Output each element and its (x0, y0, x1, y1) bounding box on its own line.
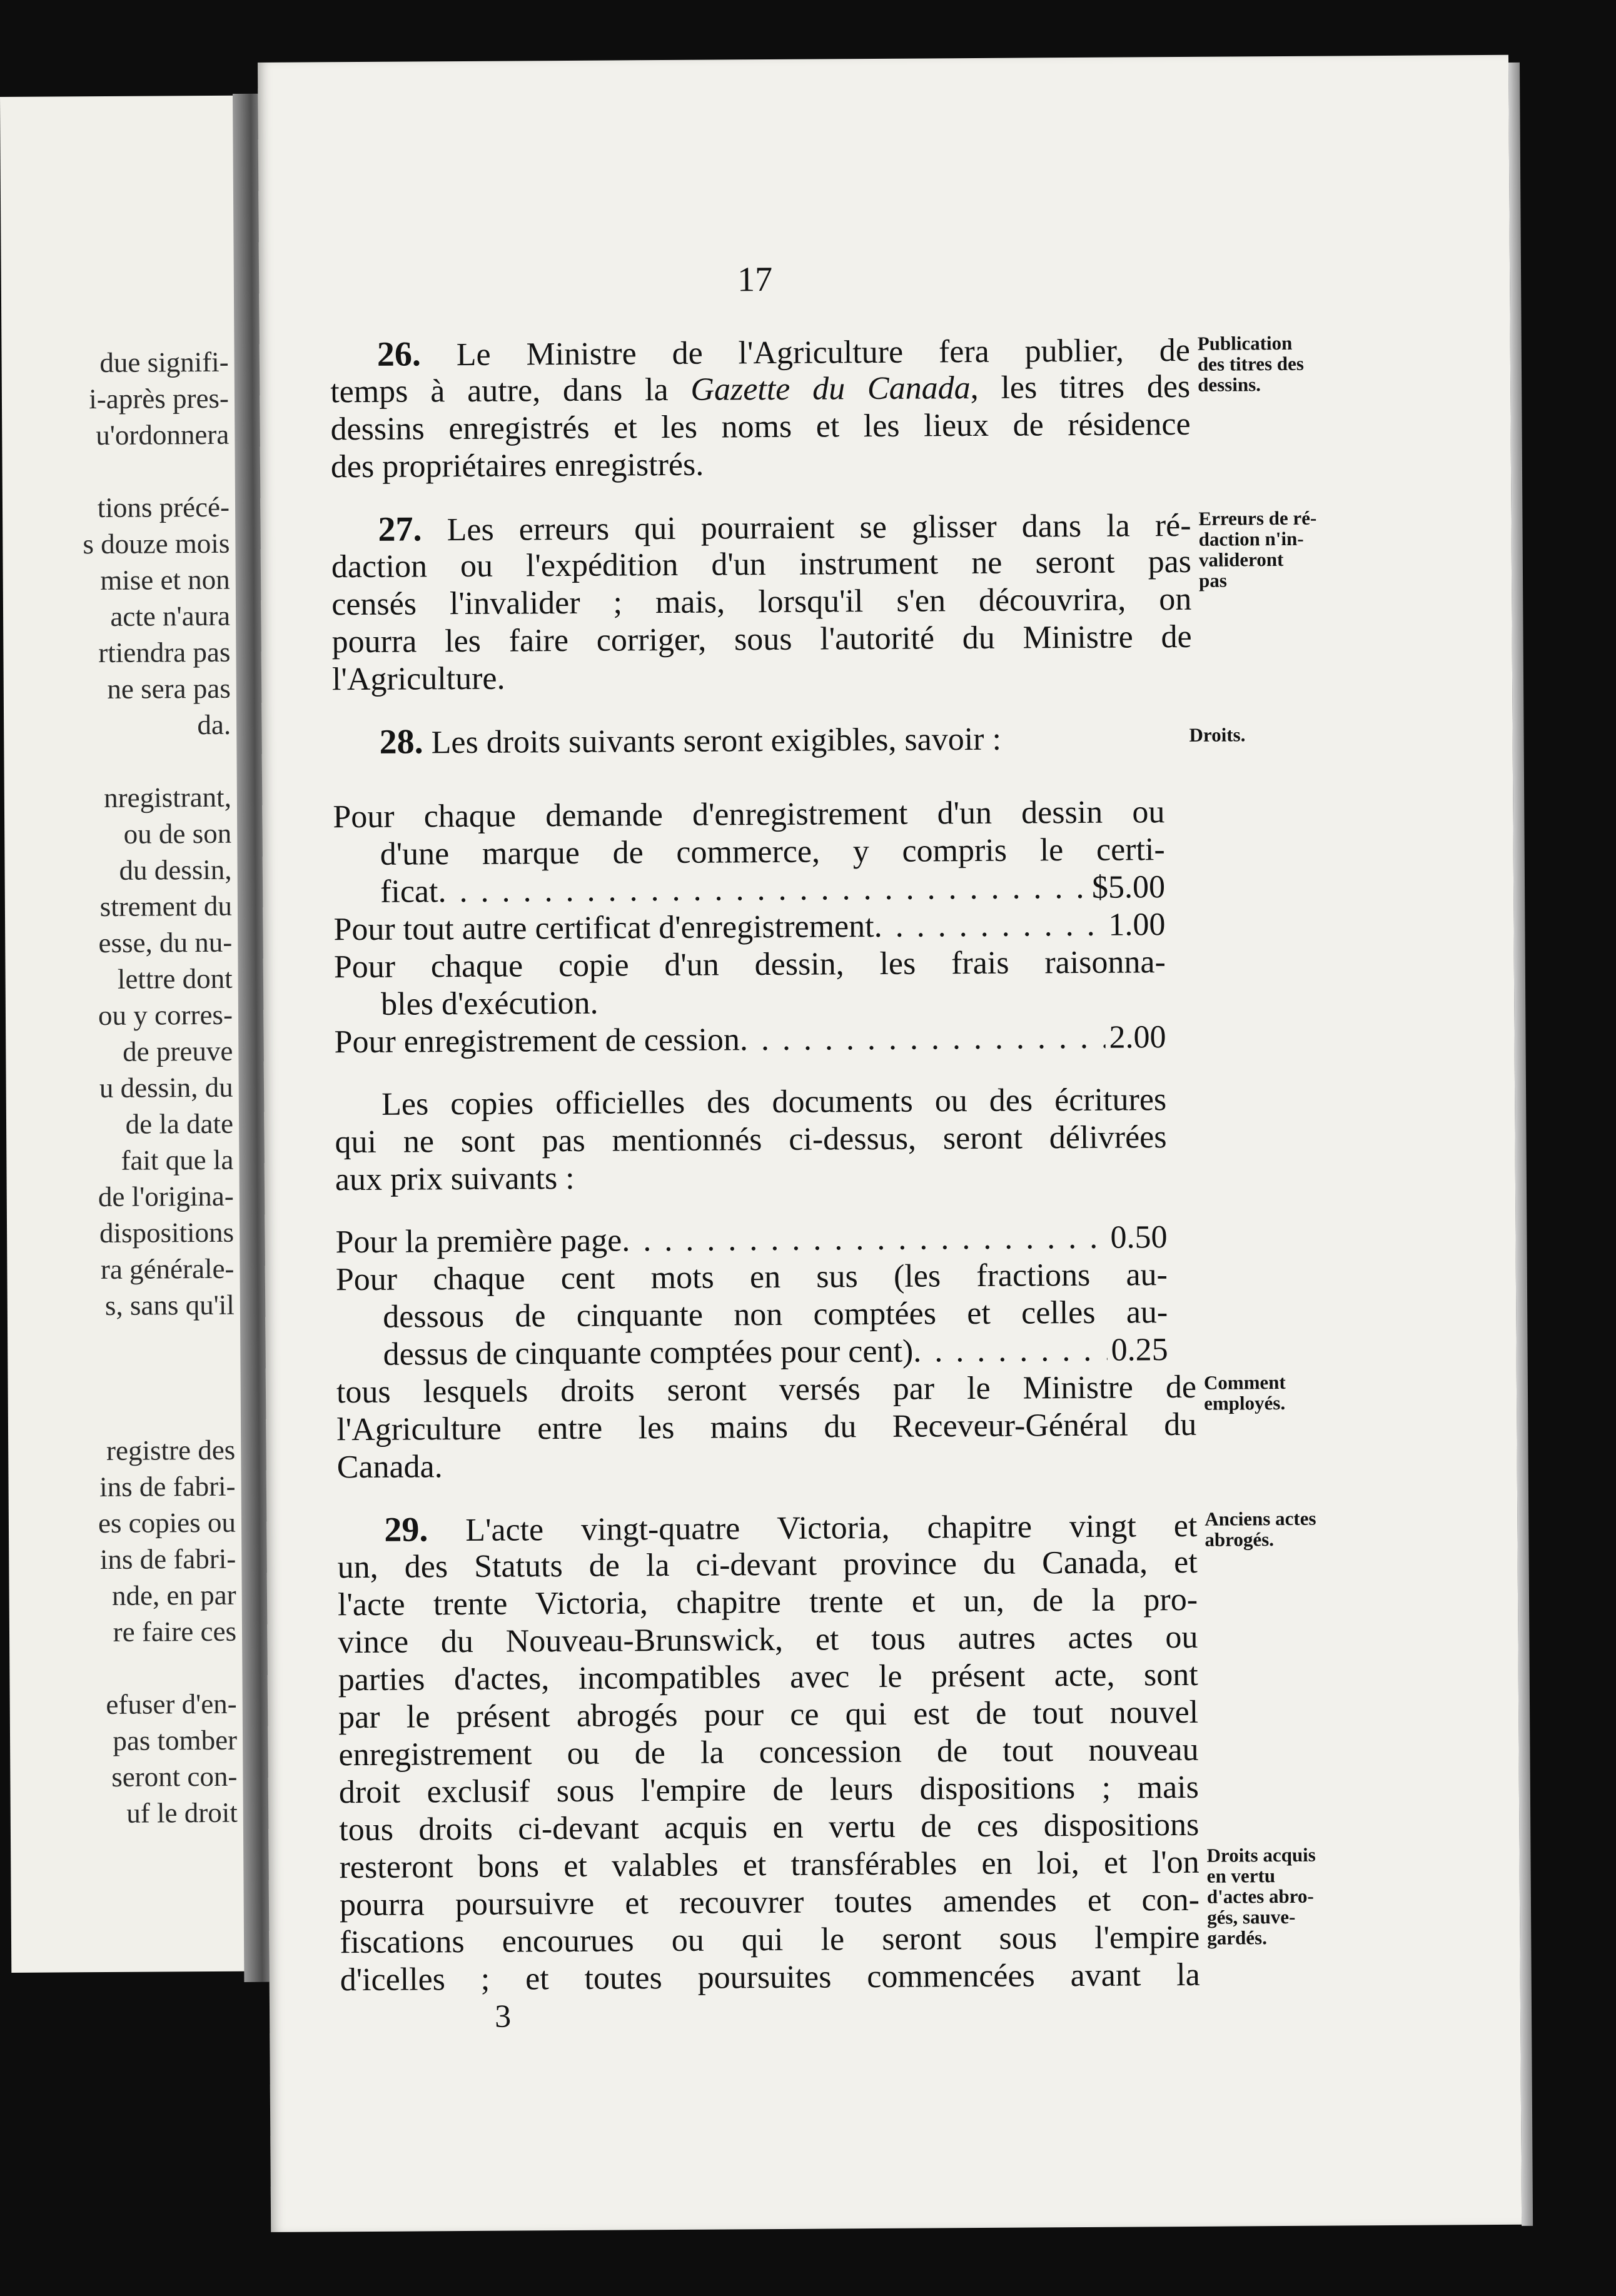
page-number: 17 (737, 259, 773, 300)
left-page-line: fait que la (121, 1144, 234, 1176)
s28-line-1: 28. Les droits suivants seront exigibles, savoir : (379, 721, 1002, 762)
left-page-line: efuser d'en- (106, 1688, 237, 1721)
fee4-amount: 2.00 (1109, 1019, 1166, 1055)
s29-line-10: resteront bons et valables et transférables en loi, et l'on (339, 1844, 1199, 1886)
fee1-line-2: d'une marque de commerce, y compris le certi- (380, 832, 1165, 872)
s28-tail-line-2: l'Agriculture entre les mains du Receveur-Général du (336, 1406, 1197, 1448)
fee3-line-1: Pour chaque copie d'un dessin, les frais raisonna- (333, 944, 1166, 985)
left-page-line (0, 1325, 235, 1326)
previous-page (0, 96, 248, 1973)
s27-line-4: pourra les faire corriger, sous l'autorité du Ministre de (331, 618, 1192, 660)
s29-line-1: 29. L'acte vingt-quatre Victoria, chapitre vingt et (384, 1508, 1198, 1549)
fee1-amount: $5.00 (1091, 869, 1166, 905)
fee1-row: ficat . . . $5.00 (380, 869, 1165, 911)
s29-line-6: par le présent abrogés pour ce qui est de tout nouvel (338, 1694, 1199, 1736)
left-page-line: rtiendra pas (98, 636, 231, 669)
left-page-line: du dessin, (119, 853, 232, 886)
s29-line-3: l'acte trente Victoria, chapitre trente et un, de la pro- (337, 1581, 1198, 1623)
fee6-line-2: dessous de cinquante non comptées et celles au- (383, 1294, 1168, 1335)
s29-line-8: droit exclusif sous l'empire de leurs dispositions ; mais (338, 1769, 1199, 1811)
left-page-line: ra générale- (100, 1252, 235, 1286)
s28-margin-note: Droits. (1189, 723, 1246, 746)
left-page-line: registre des (106, 1434, 236, 1467)
s29-margin-note-2: Droits acquis en vertu d'actes abro- gés, sauve- gardés. (1206, 1843, 1316, 1949)
s27-number: 27. (378, 510, 422, 549)
left-page-line: nregistrant, (104, 781, 231, 814)
left-page-line: ins de fabri- (99, 1543, 236, 1576)
left-page-line (0, 1651, 236, 1653)
left-page-line: ins de fabri- (99, 1470, 236, 1503)
fee2-row: Pour tout autre certificat d'enregistrement . . . 1.00 (333, 906, 1165, 949)
left-page-line: strement du (99, 890, 233, 923)
s29-line-5: parties d'actes, incompatibles avec le présent acte, sont (338, 1656, 1198, 1698)
s27-line-2: daction ou l'expédition d'un instrument ne seront pas (331, 543, 1192, 585)
s28-margin-note-2: Comment employés. (1203, 1371, 1286, 1414)
document-page (258, 55, 1522, 2232)
fee6-row: dessus de cinquante comptées pour cent) . . . 0.25 (383, 1331, 1168, 1374)
s26-margin-note: Publication des titres des dessins. (1197, 331, 1304, 396)
s28-tail-line-1: tous lesquels droits seront versés par le Ministre de (336, 1369, 1197, 1411)
left-page-line: de la date (125, 1107, 234, 1140)
s29-line-7: enregistrement ou de la concession de tout nouveau (338, 1731, 1199, 1773)
copies-para-line-1: Les copies officielles des documents ou des écritures (381, 1082, 1167, 1122)
s26-line-1: 26. Le Ministre de l'Agriculture fera publier, de (376, 332, 1191, 374)
left-page-line: u'ordonnera (96, 418, 230, 451)
left-page-line: ou y corres- (98, 999, 233, 1032)
left-page-line (0, 1397, 235, 1399)
left-page-line: nde, en par (111, 1579, 236, 1611)
s29-line-11: pourra poursuivre et recouvrer toutes amendes et con- (339, 1881, 1200, 1923)
s27-line-3: censés l'invalider ; mais, lorsqu'il s'en découvrira, on (331, 581, 1192, 623)
s26-line-2: temps à autre, dans la Gazette du Canada, les titres des (330, 368, 1191, 410)
fee4-row: Pour enregistrement de cession . . . 2.00 (334, 1019, 1166, 1061)
fee1-line-1: Pour chaque demande d'enregistrement d'un dessin ou (333, 794, 1165, 835)
s26-line-4: des propriétaires enregistrés. (330, 446, 704, 485)
s29-margin-note: Anciens actes abrogés. (1204, 1507, 1316, 1551)
left-page-line: esse, du nu- (98, 926, 233, 959)
fee6-amount: 0.25 (1111, 1332, 1168, 1368)
left-page-line: s, sans qu'il (104, 1289, 235, 1322)
fee5-amount: 0.50 (1110, 1219, 1168, 1256)
left-page-line: ne sera pas (107, 672, 231, 705)
s26-number: 26. (376, 335, 422, 374)
left-page-line: de l'origina- (98, 1180, 234, 1213)
s27-line-1: 27. Les erreurs qui pourraient se glisser dans la ré- (378, 507, 1191, 549)
s29-line-4: vince du Nouveau-Brunswick, et tous autres actes ou (338, 1619, 1198, 1661)
left-page-line: da. (197, 708, 231, 741)
left-page-line: seront con- (111, 1760, 238, 1793)
left-page-line: de preuve (123, 1035, 233, 1067)
fee5-row: Pour la première page . . . 0.50 (335, 1219, 1167, 1261)
s29-line-9: tous droits ci-devant acquis en vertu de ces dispositions (339, 1806, 1199, 1848)
left-page-line: pas tomber (113, 1724, 238, 1756)
s29-number: 29. (384, 1510, 428, 1549)
left-page-line: s douze mois (83, 527, 230, 560)
s28-tail-line-3: Canada. (336, 1449, 443, 1486)
left-page-line (0, 745, 231, 746)
left-page-line: dispositions (99, 1216, 235, 1249)
left-page-line: lettre dont (117, 962, 233, 995)
fee3-line-2: bles d'exécution. (381, 985, 598, 1022)
copies-para-line-2: qui ne sont pas mentionnés ci-dessus, seront délivrées (335, 1119, 1167, 1161)
left-page-line (0, 455, 229, 456)
s29-line-2: un, des Statuts de la ci-devant province du Canada, et (337, 1544, 1198, 1586)
left-page-line: ou de son (123, 817, 232, 850)
left-page-line: i-après pres- (89, 382, 230, 415)
left-page-line: tions précé- (97, 491, 230, 524)
left-page-line: mise et non (100, 563, 230, 597)
s26-line-3: dessins enregistrés et les noms et les lieux de résidence (330, 406, 1191, 448)
fee2-amount: 1.00 (1108, 907, 1166, 943)
fee6-line-1: Pour chaque cent mots en sus (les fractions au- (335, 1257, 1168, 1298)
s27-line-5: l'Agriculture. (331, 660, 505, 698)
s27-margin-note: Erreurs de ré- daction n'in- valideront pas (1198, 506, 1317, 592)
left-page-line: acte n'aura (110, 600, 231, 632)
s28-number: 28. (379, 722, 423, 762)
left-page-line: re faire ces (113, 1615, 237, 1648)
copies-para-line-3: aux prix suivants : (335, 1160, 575, 1198)
s29-line-13: d'icelles ; et toutes poursuites commencées avant la (340, 1956, 1200, 1998)
left-page-line: due signifi- (99, 346, 229, 379)
s29-line-12: fiscations encourues ou qui le seront sous l'empire (340, 1919, 1200, 1961)
left-page-line: es copies ou (98, 1506, 236, 1539)
left-page-line (0, 1361, 235, 1362)
left-page-line: uf le droit (126, 1796, 238, 1829)
left-page-line: u dessin, du (99, 1071, 233, 1104)
signature-mark: 3 (494, 1998, 512, 2035)
